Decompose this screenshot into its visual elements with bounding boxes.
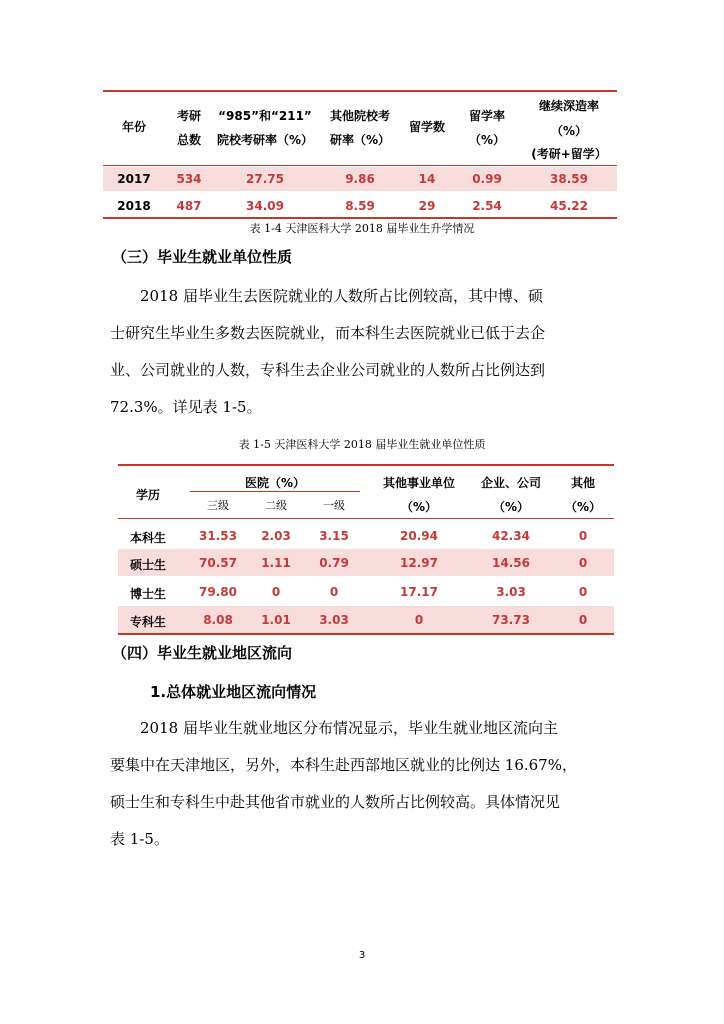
header-further-line1: 继续深造率 [538, 99, 599, 113]
header-grade1: 一级 [323, 499, 345, 512]
paragraph-line: 士研究生毕业生多数去医院就业，而本科生去医院就业已低于去企 [110, 324, 546, 342]
header-year: 年份 [121, 120, 146, 134]
row-985: 34.09 [246, 199, 284, 213]
row-company: 3.03 [496, 585, 526, 599]
row-others: 0 [578, 613, 588, 627]
paragraph-line: 2018 届毕业生就业地区分布情况显示，毕业生就业地区流向主 [140, 719, 558, 737]
row-other-inst: 0 [414, 613, 424, 627]
row-others: 0 [578, 585, 588, 599]
row-grade3: 8.08 [203, 613, 233, 627]
row-other-inst: 20.94 [400, 529, 438, 543]
paragraph-line: 2018 届毕业生去医院就业的人数所占比例较高，其中博、硕 [140, 287, 543, 305]
row-abroad: 29 [418, 199, 436, 213]
row-other-inst: 12.97 [400, 556, 438, 570]
paragraph-line: 硕士生和专科生中赴其他省市就业的人数所占比例较高。具体情况见 [110, 793, 561, 811]
row-other: 9.86 [345, 172, 375, 186]
row-further: 45.22 [550, 199, 588, 213]
header-985-line1: “985”和“211” [218, 109, 312, 123]
row-year: 2018 [117, 199, 151, 213]
row-abroad-rate: 2.54 [472, 199, 502, 213]
row-further: 38.59 [550, 172, 588, 186]
section-4-paragraph [110, 710, 630, 858]
row-grade3: 31.53 [199, 529, 237, 543]
row-edu: 博士生 [129, 587, 166, 601]
table-header-rule [118, 518, 614, 519]
row-grade1: 0.79 [319, 556, 349, 570]
row-total: 487 [176, 199, 202, 213]
header-company-line2: （%） [492, 500, 530, 514]
table-bottom-rule [118, 633, 614, 635]
header-others-line1: 其他 [570, 476, 595, 490]
hospital-sub-rule [190, 491, 360, 492]
table-1-5-caption: 表 1-5 天津医科大学 2018 届毕业生就业单位性质 [238, 438, 486, 451]
row-grade2: 0 [271, 585, 281, 599]
row-company: 42.34 [492, 529, 530, 543]
header-others-line2: （%） [564, 500, 602, 514]
table-bottom-rule [103, 217, 617, 219]
header-company-line1: 企业、公司 [480, 476, 541, 490]
table-top-rule [103, 90, 617, 92]
row-others: 0 [578, 556, 588, 570]
row-company: 73.73 [492, 613, 530, 627]
paragraph-line: 表 1-5。 [110, 830, 169, 848]
row-others: 0 [578, 529, 588, 543]
header-grade2: 二级 [265, 499, 287, 512]
header-other-line1: 其他院校考 [329, 109, 390, 123]
row-edu: 专科生 [129, 615, 166, 629]
section-3-paragraph [110, 278, 630, 426]
paragraph-line: 72.3%。详见表 1-5。 [110, 398, 262, 416]
header-abroad-rate-line1: 留学率 [468, 109, 505, 123]
row-grade3: 79.80 [199, 585, 237, 599]
row-grade1: 0 [329, 585, 339, 599]
row-grade2: 2.03 [261, 529, 291, 543]
table-top-rule [118, 464, 614, 466]
header-further-line3: (考研+留学） [531, 147, 607, 161]
header-abroad-rate-line2: （%） [468, 133, 506, 147]
header-grade3: 三级 [207, 499, 229, 512]
row-abroad-rate: 0.99 [472, 172, 502, 186]
row-year: 2017 [117, 172, 151, 186]
row-grade1: 3.15 [319, 529, 349, 543]
row-grade1: 3.03 [319, 613, 349, 627]
paragraph-line: 业、公司就业的人数，专科生去企业公司就业的人数所占比例达到 [110, 361, 546, 379]
row-other-inst: 17.17 [400, 585, 438, 599]
table-header-rule [103, 165, 617, 166]
row-edu: 硕士生 [129, 558, 166, 572]
section-4-heading: （四）毕业生就业地区流向 [112, 644, 293, 662]
paragraph-line: 要集中在天津地区，另外，本科生赴西部地区就业的比例达 16.67%， [110, 756, 577, 774]
header-985-line2: 院校考研率（%） [216, 133, 314, 147]
header-edu: 学历 [135, 488, 160, 502]
header-total-line1: 考研 [176, 109, 201, 123]
row-other: 8.59 [345, 199, 375, 213]
row-grade3: 70.57 [199, 556, 237, 570]
row-abroad: 14 [418, 172, 436, 186]
header-abroad: 留学数 [408, 120, 445, 134]
row-grade2: 1.01 [261, 613, 291, 627]
table-1-4-caption: 表 1-4 天津医科大学 2018 届毕业生升学情况 [249, 222, 475, 235]
header-other-inst-line2: （%） [400, 500, 438, 514]
row-985: 27.75 [246, 172, 284, 186]
header-hospital: 医院（%） [244, 476, 306, 490]
section-3-heading: （三）毕业生就业单位性质 [112, 248, 293, 266]
row-company: 14.56 [492, 556, 530, 570]
row-total: 534 [176, 172, 202, 186]
header-further-line2: （%） [550, 124, 588, 138]
header-other-line2: 研率（%） [329, 133, 391, 147]
row-grade2: 1.11 [261, 556, 291, 570]
row-edu: 本科生 [129, 531, 166, 545]
header-total-line2: 总数 [176, 133, 201, 147]
header-other-inst-line1: 其他事业单位 [382, 476, 455, 490]
section-4-subheading: 1.总体就业地区流向情况 [150, 683, 317, 701]
page-number: 3 [358, 950, 366, 961]
